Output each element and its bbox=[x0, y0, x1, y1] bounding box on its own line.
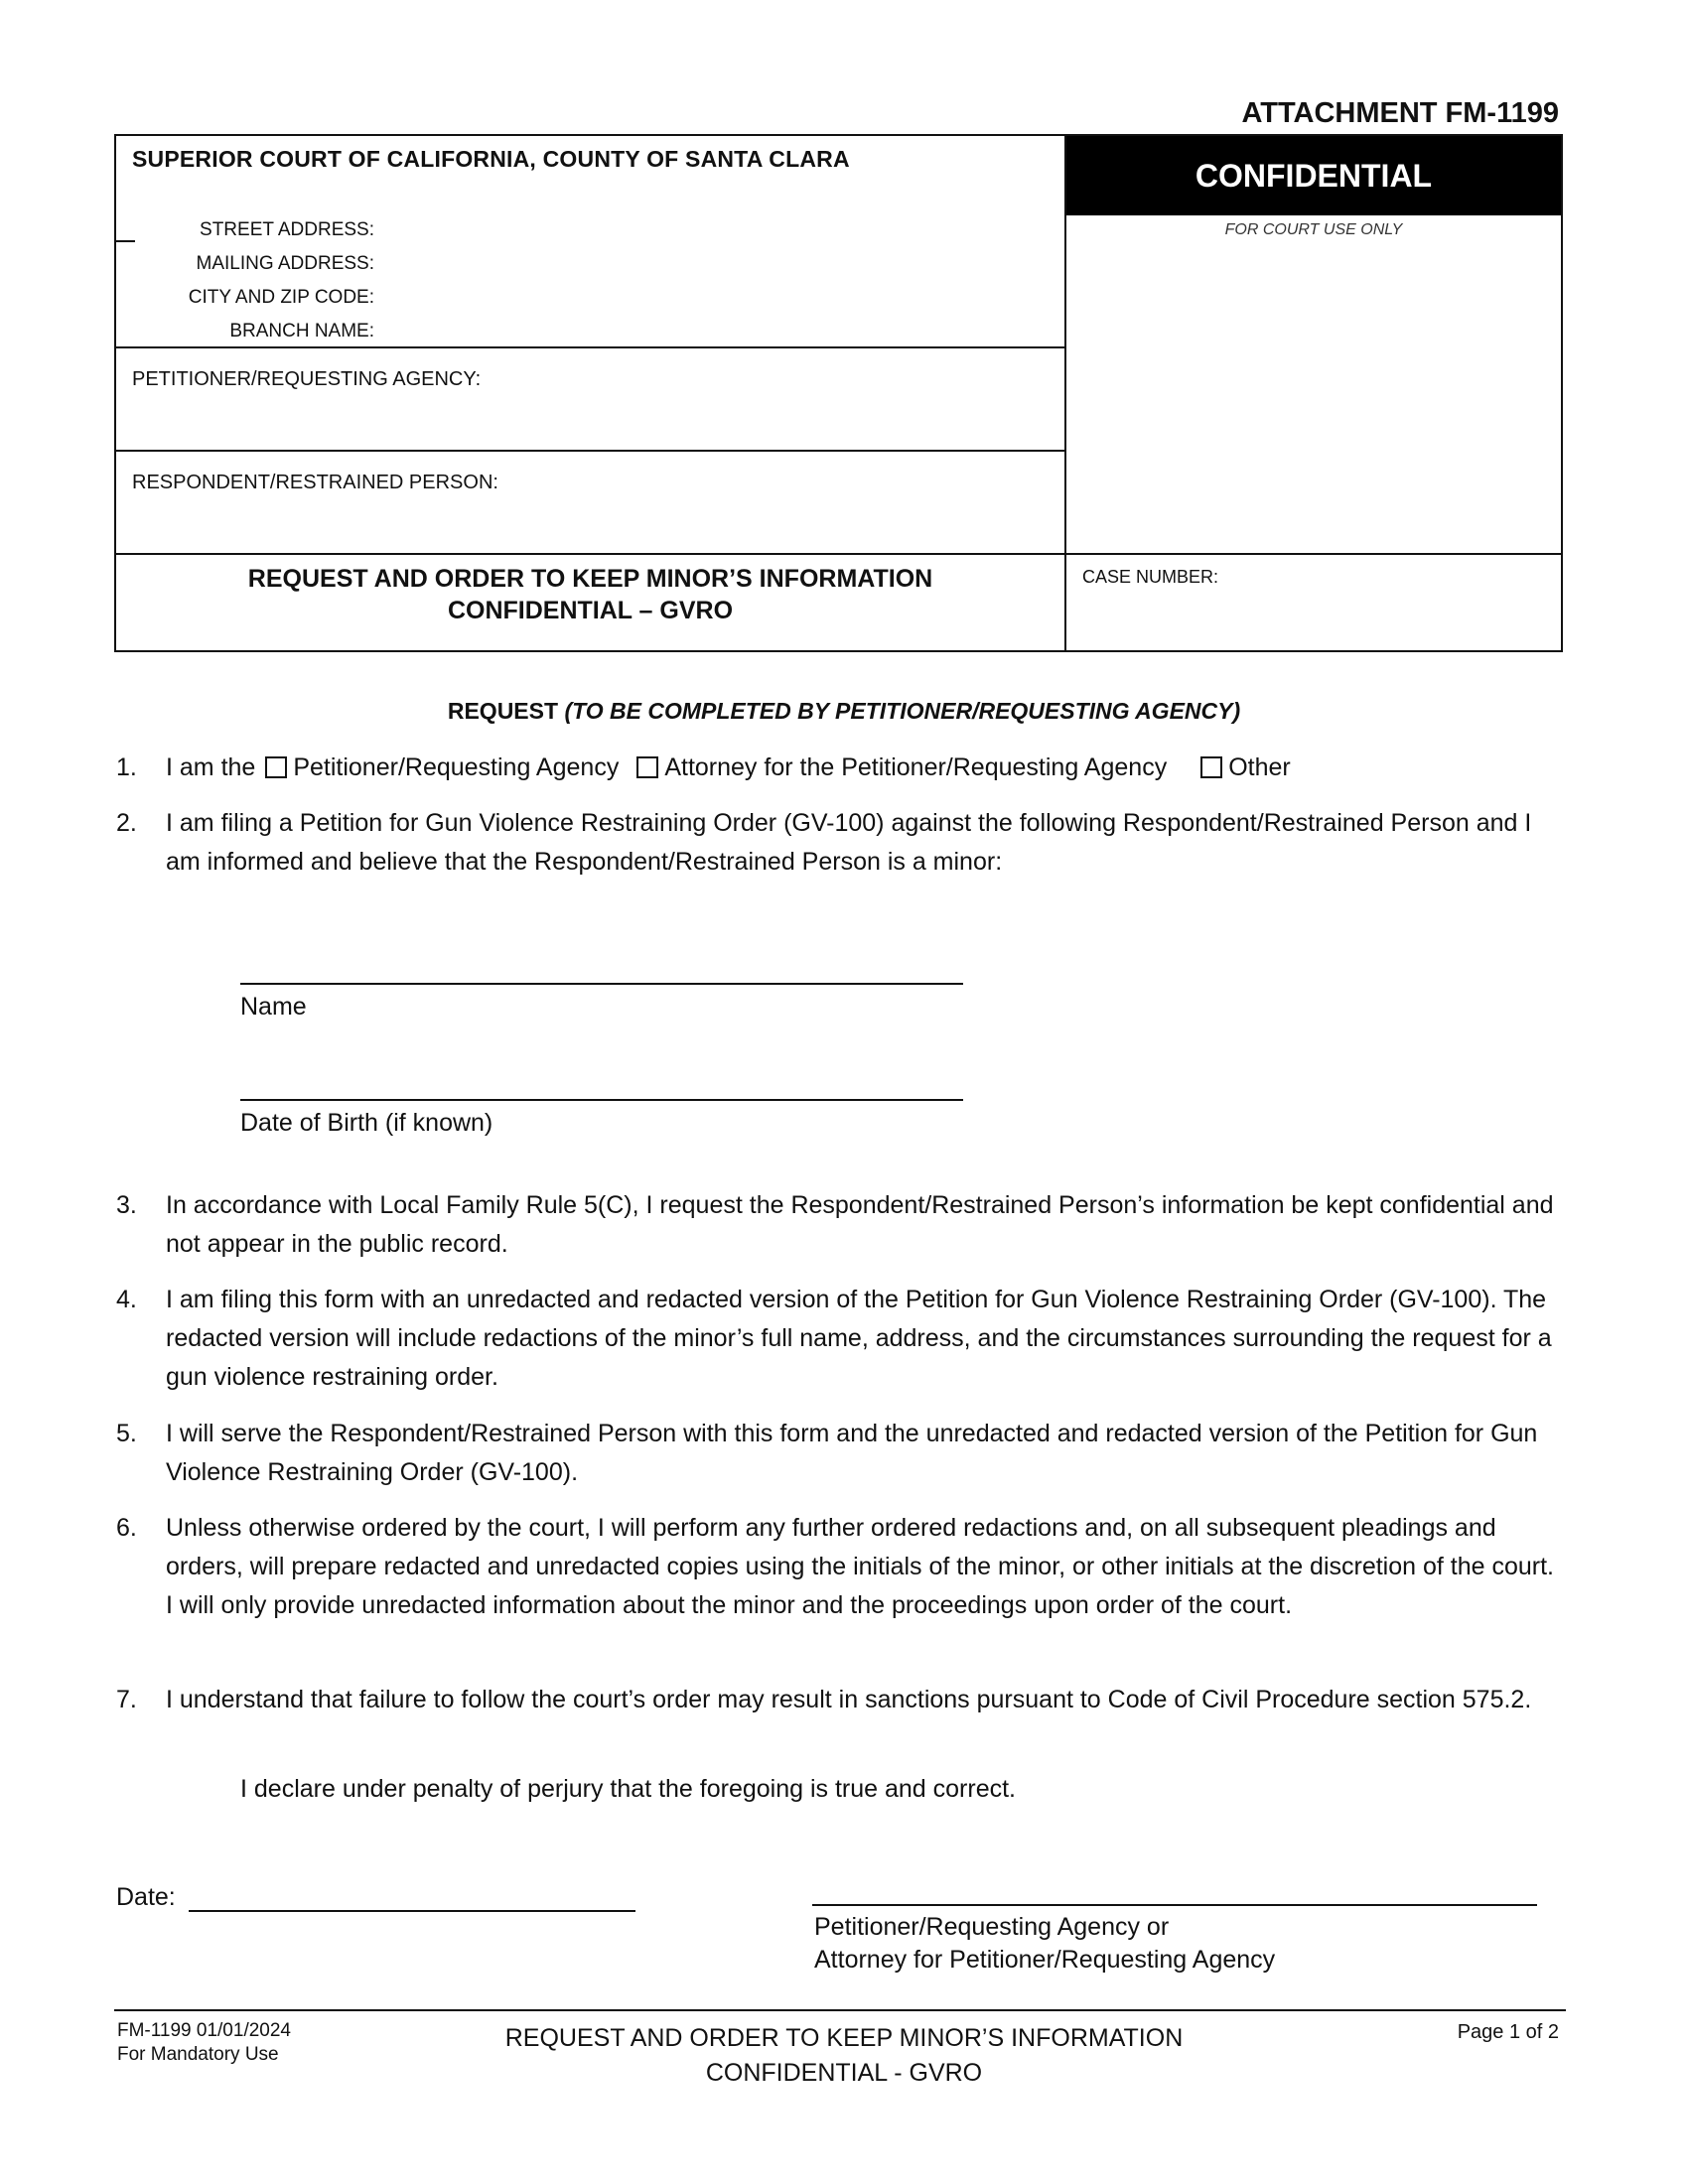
list-item bbox=[116, 804, 1566, 884]
item-number: 3. bbox=[116, 1191, 137, 1219]
item-text: I will serve the Respondent/Restrained Person with this form and the unredacted and redacted version of the Petition for Gun Violence Restraining Order (GV-100). bbox=[166, 1420, 1538, 1486]
date-of-birth-label: Date of Birth (if known) bbox=[240, 1109, 493, 1137]
request-heading-note: (TO BE COMPLETED BY PETITIONER/REQUESTING AGENCY) bbox=[564, 698, 1241, 724]
signature-caption-line2: Attorney for Petitioner/Requesting Agency bbox=[814, 1946, 1276, 1974]
item-text bbox=[166, 749, 1566, 787]
item-number: 2. bbox=[116, 809, 137, 837]
footer-form-id: FM-1199 01/01/2024 bbox=[117, 2020, 291, 2041]
footer-title-line1: REQUEST AND ORDER TO KEEP MINOR’S INFORMATION bbox=[504, 2024, 1184, 2052]
list-item bbox=[116, 1186, 1566, 1266]
petitioner-label: PETITIONER/REQUESTING AGENCY: bbox=[132, 368, 482, 390]
item-number: 5. bbox=[116, 1420, 137, 1447]
caption-box bbox=[114, 134, 1563, 652]
list-item bbox=[116, 749, 1566, 788]
form-title bbox=[116, 563, 1064, 626]
footer-title-line2: CONFIDENTIAL - GVRO bbox=[705, 2059, 983, 2087]
court-use-only-label: FOR COURT USE ONLY bbox=[1224, 221, 1403, 238]
item-text: Unless otherwise ordered by the court, I will perform any further ordered redactions and, on all subsequent pleadings and orders, will prepare redacted and unredacted copies using the initials of the minor, or other initials at the discretion of the court. I will only provide unredacted information about the minor and the proceedings upon order of the court. bbox=[166, 1514, 1554, 1619]
footer-title bbox=[0, 2021, 1688, 2091]
list-item bbox=[116, 1281, 1566, 1400]
petitioner-option-label: Petitioner/Requesting Agency bbox=[293, 753, 620, 781]
footer-rule bbox=[114, 2009, 1566, 2011]
item-text: I am filing this form with an unredacted and redacted version of the Petition for Gun Violence Restraining Order (GV-100). The redacted version will include redactions of the minor’s full name, address, and the circumstances surrounding the request for a gun violence restraining order. bbox=[166, 1286, 1552, 1391]
attorney-option-label: Attorney for the Petitioner/Requesting Agency bbox=[664, 753, 1168, 781]
attorney-checkbox[interactable] bbox=[636, 756, 658, 778]
case-number-label: CASE NUMBER: bbox=[1082, 567, 1219, 587]
other-checkbox[interactable] bbox=[1200, 756, 1222, 778]
list-item bbox=[116, 1415, 1566, 1494]
branch-name-label: BRANCH NAME: bbox=[229, 321, 374, 341]
footer-mandatory: For Mandatory Use bbox=[117, 2044, 279, 2065]
confidential-banner: CONFIDENTIAL bbox=[1066, 136, 1561, 215]
list-item bbox=[116, 1509, 1566, 1668]
item-text: In accordance with Local Family Rule 5(C), I request the Respondent/Restrained Person’s information be kept confidential and not appear in the public record. bbox=[166, 1191, 1554, 1258]
caption-rule bbox=[116, 553, 1561, 555]
item-number: 1. bbox=[116, 753, 137, 781]
request-heading bbox=[0, 698, 1688, 725]
item-number: 6. bbox=[116, 1514, 137, 1542]
signature-caption-line1: Petitioner/Requesting Agency or bbox=[814, 1913, 1170, 1941]
item-number: 4. bbox=[116, 1286, 137, 1313]
respondent-label: RESPONDENT/RESTRAINED PERSON: bbox=[132, 472, 498, 493]
item-text: I understand that failure to follow the court’s order may result in sanctions pursuant to Code of Civil Procedure section 575.2. bbox=[166, 1686, 1532, 1713]
signature-field[interactable] bbox=[812, 1904, 1537, 1906]
request-heading-text: REQUEST bbox=[447, 698, 559, 724]
date-field[interactable] bbox=[189, 1910, 635, 1912]
form-title-line2: CONFIDENTIAL – GVRO bbox=[447, 597, 734, 624]
other-option-label: Other bbox=[1228, 753, 1291, 781]
signature-caption bbox=[814, 1911, 1275, 1977]
caption-rule bbox=[116, 346, 1064, 348]
caption-rule bbox=[116, 450, 1064, 452]
item1-prefix: I am the bbox=[166, 753, 256, 781]
city-zip-label: CITY AND ZIP CODE: bbox=[188, 287, 374, 308]
item-text: I am filing a Petition for Gun Violence Restraining Order (GV-100) against the following Respondent/Restrained Person and I am informed and believe that the Respondent/Restrained Person is a minor: bbox=[166, 809, 1532, 876]
list-item bbox=[116, 1681, 1566, 1760]
date-of-birth-field[interactable] bbox=[240, 1099, 963, 1101]
street-address-label: STREET ADDRESS: bbox=[200, 219, 374, 240]
item-number: 7. bbox=[116, 1686, 137, 1713]
petitioner-checkbox[interactable] bbox=[265, 756, 287, 778]
name-label: Name bbox=[240, 993, 307, 1021]
page-number: Page 1 of 2 bbox=[1457, 2021, 1559, 2043]
attachment-label: ATTACHMENT FM-1199 bbox=[1241, 97, 1559, 129]
name-field[interactable] bbox=[240, 983, 963, 985]
form-title-line1: REQUEST AND ORDER TO KEEP MINOR’S INFORMATION bbox=[247, 565, 933, 593]
mailing-address-label: MAILING ADDRESS: bbox=[196, 253, 374, 274]
perjury-declaration: I declare under penalty of perjury that the foregoing is true and correct. bbox=[240, 1775, 1017, 1803]
court-name: SUPERIOR COURT OF CALIFORNIA, COUNTY OF SANTA CLARA bbox=[132, 146, 850, 172]
date-label: Date: bbox=[116, 1883, 176, 1911]
